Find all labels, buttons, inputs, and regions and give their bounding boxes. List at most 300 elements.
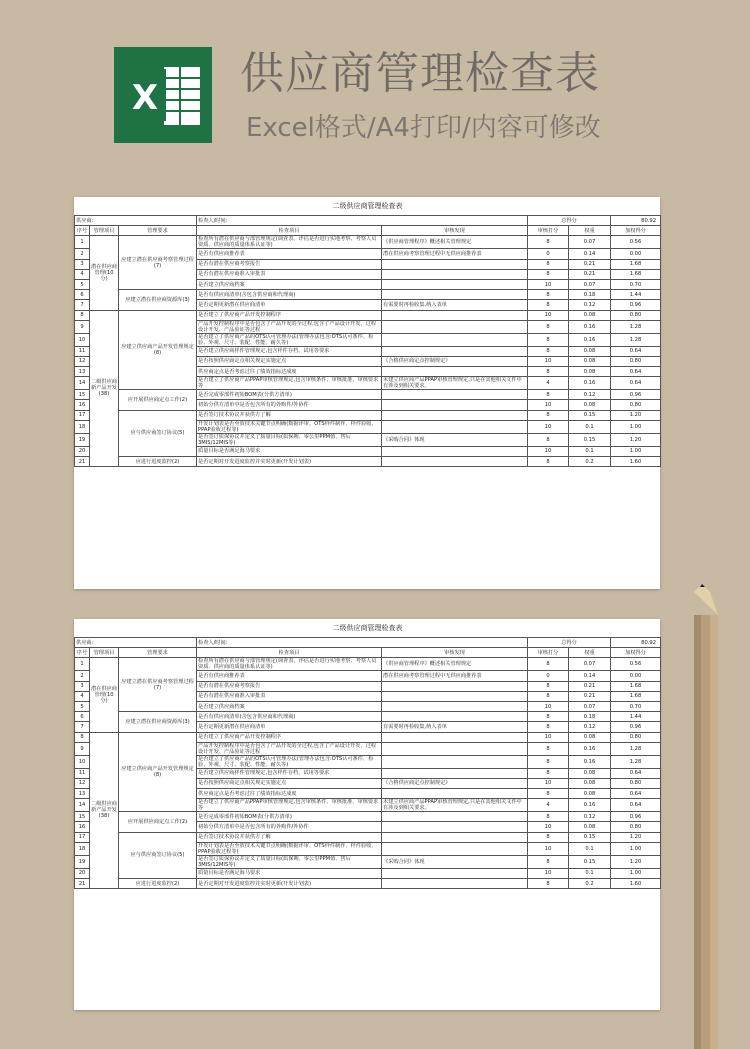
row-number: 4 (75, 691, 90, 701)
audit-finding (382, 691, 528, 701)
audit-finding (382, 367, 528, 377)
check-item: 是否建立供应商档案 (197, 279, 382, 289)
weight: 0.16 (569, 333, 611, 346)
weight: 0.16 (569, 799, 611, 812)
management-requirement: 应与供应商签订协议(5) (119, 832, 197, 878)
weight: 0.2 (569, 457, 611, 467)
audit-finding (382, 320, 528, 333)
row-number: 19 (75, 855, 90, 868)
audit-finding (382, 732, 528, 742)
table-row (75, 658, 661, 671)
audit-finding (382, 269, 528, 279)
weight: 0.18 (569, 712, 611, 722)
weight: 0.21 (569, 691, 611, 701)
audit-finding: 未建立供应商产品PPAP审核管理规定,只是在其他相关文件中有涉及到相关要求。 (382, 799, 528, 812)
management-requirement: 应建立潜在供应商考察管理过程(7) (119, 658, 197, 712)
management-requirement: 应进行进度监控(2) (119, 879, 197, 889)
weight: 0.12 (569, 300, 611, 310)
management-requirement: 应建立潜在供应商考察管理过程(7) (119, 236, 197, 290)
check-item: 产品开发控制程序中是否包含了产品开发的全过程,包含了产品设计开发、过程设计开发、产品验证等过程 (197, 742, 382, 755)
audit-score: 8 (528, 300, 569, 310)
column-header: 管理要求 (119, 648, 197, 658)
table-row (75, 457, 661, 467)
column-header: 审核发现 (382, 648, 528, 658)
audit-score: 10 (528, 279, 569, 289)
audit-score: 10 (528, 842, 569, 855)
audit-finding (382, 868, 528, 878)
weighted-score: 0.64 (611, 367, 661, 377)
logo-letter: X (131, 78, 159, 118)
management-requirement: 应进行进度监控(2) (119, 457, 197, 467)
weight: 0.07 (569, 701, 611, 711)
weighted-score: 1.00 (611, 446, 661, 456)
audit-score: 4 (528, 799, 569, 812)
management-requirement: 应开展供应商定点工作(2) (119, 390, 197, 410)
weight: 0.08 (569, 732, 611, 742)
audit-score: 8 (528, 691, 569, 701)
weight: 0.07 (569, 236, 611, 249)
weight: 0.1 (569, 842, 611, 855)
audit-finding (382, 789, 528, 799)
weighted-score: 1.20 (611, 855, 661, 868)
audit-finding (382, 742, 528, 755)
weighted-score: 0.64 (611, 789, 661, 799)
row-number: 16 (75, 400, 90, 410)
page-title: 供应商管理检查表 (240, 48, 600, 99)
check-item: 是否建立了供应商产品开发控制程序 (197, 732, 382, 742)
audit-finding (382, 310, 528, 320)
row-number: 18 (75, 420, 90, 433)
inspection-table (74, 197, 661, 467)
row-number: 21 (75, 457, 90, 467)
check-item: 开发计划表是否至放技术关键节点明确(数据评审、OTS样件制作、样件验收、PPAP验收过程等) (197, 420, 382, 433)
weight: 0.08 (569, 400, 611, 410)
column-header: 审核打分 (528, 226, 569, 236)
check-item: 是否按照供应商定点相关规定实施定点 (197, 356, 382, 366)
weight: 0.16 (569, 755, 611, 768)
check-item: 是否有潜在供应商考察报告 (197, 681, 382, 691)
audit-finding: 潜在供应商考察管理过程中无供应商推荐表 (382, 249, 528, 259)
column-header: 管理项目 (90, 226, 119, 236)
column-header: 管理要求 (119, 226, 197, 236)
weighted-score: 1.20 (611, 433, 661, 446)
weight: 0.1 (569, 420, 611, 433)
audit-score: 8 (528, 457, 569, 467)
row-number: 16 (75, 822, 90, 832)
weight: 0.2 (569, 879, 611, 889)
row-number: 10 (75, 333, 90, 346)
column-header: 检查项目 (197, 226, 382, 236)
weighted-score: 0.64 (611, 346, 661, 356)
row-number: 5 (75, 701, 90, 711)
weighted-score: 1.00 (611, 420, 661, 433)
row-number: 7 (75, 722, 90, 732)
weighted-score: 0.96 (611, 722, 661, 732)
audit-score: 0 (528, 249, 569, 259)
weighted-score: 1.28 (611, 320, 661, 333)
audit-score: 8 (528, 410, 569, 420)
audit-score: 10 (528, 310, 569, 320)
audit-finding (382, 420, 528, 433)
row-number: 9 (75, 742, 90, 755)
check-item: 开发计划表是否至放技术关键节点明确(数据评审、OTS样件制作、样件验收、PPAP验收过程等) (197, 842, 382, 855)
row-number: 3 (75, 259, 90, 269)
audit-finding: 《采购合同》体现 (382, 855, 528, 868)
audit-score: 4 (528, 377, 569, 390)
weight: 0.1 (569, 868, 611, 878)
audit-score: 8 (528, 768, 569, 778)
audit-finding (382, 346, 528, 356)
total-label: 总得分 (528, 638, 611, 648)
audit-finding (382, 879, 528, 889)
weighted-score: 1.60 (611, 457, 661, 467)
weighted-score: 0.56 (611, 236, 661, 249)
row-number: 15 (75, 812, 90, 822)
weight: 0.07 (569, 279, 611, 289)
check-item: 是否建立了供应商产品开发控制程序 (197, 310, 382, 320)
weighted-score: 0.70 (611, 279, 661, 289)
row-number: 12 (75, 356, 90, 366)
audit-score: 8 (528, 433, 569, 446)
audit-finding (382, 822, 528, 832)
check-item: 是否签订质保协议并定义了质量目标(质保期、零公里PPM值、售后3MIS/12MIS等) (197, 433, 382, 446)
weight: 0.08 (569, 789, 611, 799)
audit-finding (382, 755, 528, 768)
audit-score: 8 (528, 742, 569, 755)
row-number: 10 (75, 755, 90, 768)
audit-score: 8 (528, 755, 569, 768)
inspector-label: 检查人/时间: (197, 638, 528, 648)
weighted-score: 0.64 (611, 377, 661, 390)
check-item: 是否建立了供应商产品PPAP审核管理规定,包含审核条件、审核批准、审核要求等 (197, 799, 382, 812)
audit-finding (382, 290, 528, 300)
weight: 0.1 (569, 446, 611, 456)
audit-score: 10 (528, 356, 569, 366)
audit-finding: 有需要时再检收集,纳入表单 (382, 300, 528, 310)
row-number: 9 (75, 320, 90, 333)
check-item: 是否有供应商清单(含包含供应商和代理商) (197, 290, 382, 300)
audit-score: 8 (528, 333, 569, 346)
weighted-score: 0.80 (611, 400, 661, 410)
check-item: 检查所有潜在供应商与部管理规定(调查表、评估是否进行实地考察、考察人员资质、供应商的质量体系认证等) (197, 236, 382, 249)
check-item: 是否完成零部件初始BOM表(分供方清单) (197, 812, 382, 822)
check-item: 是否签订质保协议并定义了质量目标(质保期、零公里PPM值、售后3MIS/12MIS等) (197, 855, 382, 868)
audit-score: 8 (528, 681, 569, 691)
row-number: 5 (75, 279, 90, 289)
row-number: 20 (75, 868, 90, 878)
weight: 0.12 (569, 812, 611, 822)
sheet-preview-2 (74, 619, 660, 1010)
management-item: 二级供应商新产品开发(38) (90, 310, 119, 467)
weighted-score: 0.80 (611, 778, 661, 788)
audit-finding: 《供应商管理程序》概述相关管理规定 (382, 236, 528, 249)
row-number: 4 (75, 269, 90, 279)
table-row (75, 732, 661, 742)
audit-finding (382, 712, 528, 722)
audit-score: 0 (528, 671, 569, 681)
check-item: 是否有潜在供应商准入审批表 (197, 269, 382, 279)
column-header: 序号 (75, 226, 90, 236)
weight: 0.12 (569, 390, 611, 400)
row-number: 12 (75, 778, 90, 788)
total-value: 80.92 (611, 638, 661, 648)
audit-score: 10 (528, 732, 569, 742)
supplier-label: 供应商: (75, 216, 197, 226)
audit-score: 8 (528, 879, 569, 889)
weight: 0.08 (569, 778, 611, 788)
audit-score: 8 (528, 712, 569, 722)
weight: 0.08 (569, 310, 611, 320)
weight: 0.08 (569, 356, 611, 366)
weighted-score: 0.96 (611, 390, 661, 400)
row-number: 18 (75, 842, 90, 855)
weighted-score: 1.68 (611, 691, 661, 701)
check-item: 初始分供方清单中是否包含所有的外购件/外协件 (197, 400, 382, 410)
row-number: 6 (75, 712, 90, 722)
audit-score: 10 (528, 446, 569, 456)
audit-finding: 有需要时再检收集,纳入表单 (382, 722, 528, 732)
weighted-score: 1.00 (611, 842, 661, 855)
weighted-score: 1.68 (611, 681, 661, 691)
check-item: 是否签订技术协议并获供方了解 (197, 410, 382, 420)
column-header: 序号 (75, 648, 90, 658)
sheet-title: 二级供应商管理检查表 (75, 197, 661, 216)
weighted-score: 0.80 (611, 822, 661, 832)
weighted-score: 0.80 (611, 310, 661, 320)
row-number: 6 (75, 290, 90, 300)
management-requirement: 应开展供应商定点工作(2) (119, 812, 197, 832)
check-item: 是否有供应商清单(含包含供应商和代理商) (197, 712, 382, 722)
table-row (75, 812, 661, 822)
weight: 0.08 (569, 822, 611, 832)
audit-finding (382, 259, 528, 269)
table-row (75, 390, 661, 400)
check-item: 质量目标是否满足海马要求 (197, 868, 382, 878)
row-number: 15 (75, 390, 90, 400)
weighted-score: 1.28 (611, 755, 661, 768)
audit-finding (382, 812, 528, 822)
check-item: 是否建立了供应商产品的OTS认可管理办法(管理办法包含:OTS认可条件、检验、外观、尺寸、装配、性能、耐久等) (197, 333, 382, 346)
weighted-score: 0.56 (611, 658, 661, 671)
check-item: 是否建立供应商样件管理规定,包含样件存档、试用等要求 (197, 346, 382, 356)
row-number: 7 (75, 300, 90, 310)
column-header: 管理项目 (90, 648, 119, 658)
audit-finding: 潜在供应商考察管理过程中无供应商推荐表 (382, 671, 528, 681)
weighted-score: 1.28 (611, 333, 661, 346)
weighted-score: 0.96 (611, 812, 661, 822)
audit-score: 8 (528, 390, 569, 400)
inspector-label: 检查人/时间: (197, 216, 528, 226)
row-number: 21 (75, 879, 90, 889)
weight: 0.16 (569, 377, 611, 390)
check-item: 是否定期更新潜在供应商清单 (197, 300, 382, 310)
management-item: 潜在供应商管理(10分) (90, 658, 119, 732)
audit-finding (382, 681, 528, 691)
audit-finding: 未建立供应商产品PPAP审核管理规定,只是在其他相关文件中有涉及到相关要求。 (382, 377, 528, 390)
audit-finding (382, 390, 528, 400)
weight: 0.14 (569, 249, 611, 259)
audit-finding: 《合格供应商定点控制规定》 (382, 778, 528, 788)
table-row (75, 712, 661, 722)
weighted-score: 0.64 (611, 768, 661, 778)
row-number: 17 (75, 832, 90, 842)
row-number: 8 (75, 310, 90, 320)
weighted-score: 1.44 (611, 712, 661, 722)
audit-finding: 《供应商管理程序》概述相关管理规定 (382, 658, 528, 671)
check-item: 是否有供应商推荐表 (197, 249, 382, 259)
weighted-score: 1.00 (611, 868, 661, 878)
row-number: 19 (75, 433, 90, 446)
column-header: 加权得分 (611, 648, 661, 658)
row-number: 3 (75, 681, 90, 691)
weight: 0.18 (569, 290, 611, 300)
check-item: 是否建立了供应商产品PPAP审核管理规定,包含审核条件、审核批准、审核要求等 (197, 377, 382, 390)
check-item: 是否建立供应商档案 (197, 701, 382, 711)
check-item: 是否定期对开发进度监控并实时更新(开发计划表) (197, 879, 382, 889)
sheet-title: 二级供应商管理检查表 (75, 619, 661, 638)
row-number: 2 (75, 249, 90, 259)
inspection-table (74, 619, 661, 889)
weight: 0.21 (569, 259, 611, 269)
audit-finding (382, 446, 528, 456)
row-number: 1 (75, 236, 90, 249)
column-header: 检查项目 (197, 648, 382, 658)
weighted-score: 1.20 (611, 832, 661, 842)
weighted-score: 1.68 (611, 269, 661, 279)
audit-score: 8 (528, 789, 569, 799)
row-number: 13 (75, 367, 90, 377)
audit-score: 8 (528, 290, 569, 300)
check-item: 是否签订技术协议并获供方了解 (197, 832, 382, 842)
row-number: 17 (75, 410, 90, 420)
audit-score: 10 (528, 822, 569, 832)
table-row (75, 832, 661, 842)
audit-finding (382, 768, 528, 778)
weighted-score: 1.68 (611, 259, 661, 269)
weighted-score: 0.70 (611, 701, 661, 711)
weighted-score: 0.00 (611, 671, 661, 681)
column-header: 权重 (569, 226, 611, 236)
audit-finding: 《采购合同》体现 (382, 433, 528, 446)
check-item: 是否按照供应商定点相关规定实施定点 (197, 778, 382, 788)
audit-score: 8 (528, 367, 569, 377)
table-row (75, 236, 661, 249)
check-item: 质量目标是否满足海马要求 (197, 446, 382, 456)
weight: 0.16 (569, 742, 611, 755)
check-item: 产品开发控制程序中是否包含了产品开发的全过程,包含了产品设计开发、过程设计开发、产品验证等过程 (197, 320, 382, 333)
check-item: 是否有潜在供应商准入审批表 (197, 691, 382, 701)
page-subtitle: Excel格式/A4打印/内容可修改 (246, 113, 601, 143)
row-number: 2 (75, 671, 90, 681)
check-item: 是否有供应商推荐表 (197, 671, 382, 681)
table-row (75, 290, 661, 300)
audit-finding (382, 400, 528, 410)
check-item: 供应商定点是否考虑过往了绩效指标达成度 (197, 367, 382, 377)
audit-score: 10 (528, 868, 569, 878)
audit-finding: 《合格供应商定点控制规定》 (382, 356, 528, 366)
check-item: 是否定期对开发进度监控并实时更新(开发计划表) (197, 457, 382, 467)
weighted-score: 0.80 (611, 732, 661, 742)
row-number: 14 (75, 799, 90, 812)
excel-logo-icon (114, 47, 212, 143)
check-item: 供应商定点是否考虑过往了绩效指标达成度 (197, 789, 382, 799)
audit-finding (382, 457, 528, 467)
weight: 0.16 (569, 320, 611, 333)
weighted-score: 0.80 (611, 356, 661, 366)
check-item: 初始分供方清单中是否包含所有的外购件/外协件 (197, 822, 382, 832)
management-requirement: 应建立供应商产品开发管理规定(8) (119, 310, 197, 390)
total-label: 总得分 (528, 216, 611, 226)
check-item: 检查所有潜在供应商与部管理规定(调查表、评估是否进行实地考察、考察人员资质、供应商的质量体系认证等) (197, 658, 382, 671)
audit-finding (382, 701, 528, 711)
audit-score: 8 (528, 346, 569, 356)
row-number: 13 (75, 789, 90, 799)
management-requirement: 应建立潜在供应商资源库(3) (119, 712, 197, 732)
row-number: 1 (75, 658, 90, 671)
row-number: 14 (75, 377, 90, 390)
audit-score: 10 (528, 420, 569, 433)
weighted-score: 0.64 (611, 799, 661, 812)
table-row (75, 410, 661, 420)
weight: 0.08 (569, 367, 611, 377)
audit-finding (382, 832, 528, 842)
weight: 0.14 (569, 671, 611, 681)
weighted-score: 1.20 (611, 410, 661, 420)
audit-score: 8 (528, 658, 569, 671)
row-number: 8 (75, 732, 90, 742)
weighted-score: 1.44 (611, 290, 661, 300)
column-header: 审核打分 (528, 648, 569, 658)
audit-finding (382, 410, 528, 420)
check-item: 是否有潜在供应商考察报告 (197, 259, 382, 269)
audit-score: 10 (528, 400, 569, 410)
weighted-score: 0.96 (611, 300, 661, 310)
audit-score: 8 (528, 722, 569, 732)
sheet-preview-1 (74, 197, 660, 589)
audit-score: 8 (528, 812, 569, 822)
audit-score: 8 (528, 855, 569, 868)
weight: 0.15 (569, 410, 611, 420)
table-row (75, 310, 661, 320)
weight: 0.15 (569, 832, 611, 842)
audit-score: 8 (528, 236, 569, 249)
audit-score: 10 (528, 778, 569, 788)
check-item: 是否定期更新潜在供应商清单 (197, 722, 382, 732)
column-header: 权重 (569, 648, 611, 658)
audit-score: 8 (528, 832, 569, 842)
check-item: 是否建立供应商样件管理规定,包含样件存档、试用等要求 (197, 768, 382, 778)
audit-score: 8 (528, 320, 569, 333)
column-header: 加权得分 (611, 226, 661, 236)
weight: 0.08 (569, 768, 611, 778)
audit-score: 8 (528, 269, 569, 279)
audit-finding (382, 842, 528, 855)
row-number: 11 (75, 768, 90, 778)
check-item: 是否完成零部件初始BOM表(分供方清单) (197, 390, 382, 400)
row-number: 11 (75, 346, 90, 356)
column-header: 审核发现 (382, 226, 528, 236)
weight: 0.15 (569, 855, 611, 868)
management-requirement: 应建立供应商产品开发管理规定(8) (119, 732, 197, 812)
weight: 0.08 (569, 346, 611, 356)
supplier-label: 供应商: (75, 638, 197, 648)
weighted-score: 1.60 (611, 879, 661, 889)
management-item: 潜在供应商管理(10分) (90, 236, 119, 310)
check-item: 是否建立了供应商产品的OTS认可管理办法(管理办法包含:OTS认可条件、检验、外观、尺寸、装配、性能、耐久等) (197, 755, 382, 768)
weight: 0.12 (569, 722, 611, 732)
management-requirement: 应建立潜在供应商资源库(3) (119, 290, 197, 310)
weight: 0.15 (569, 433, 611, 446)
